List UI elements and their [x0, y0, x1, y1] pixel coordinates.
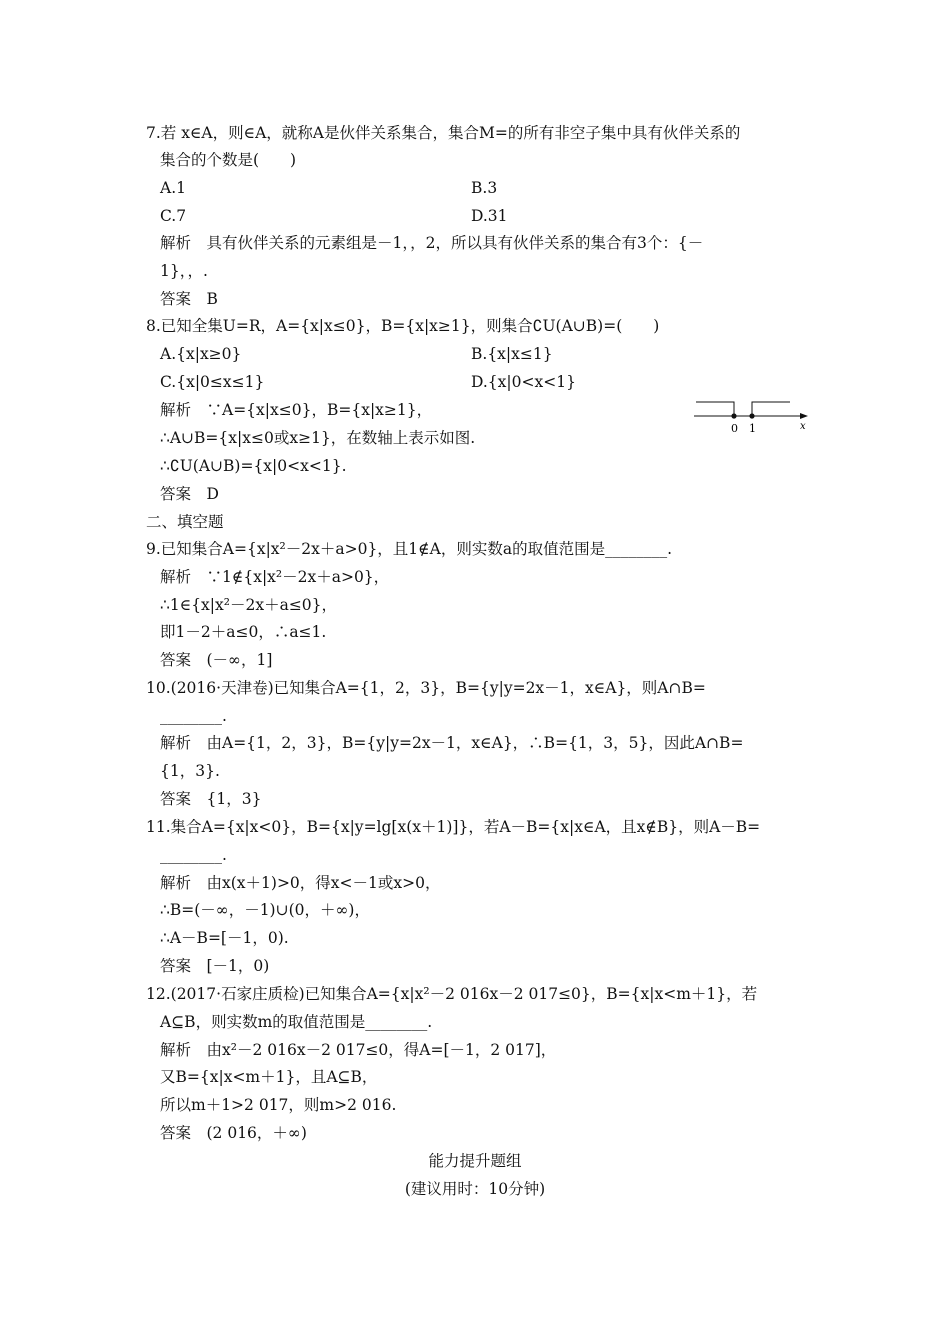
point-one	[749, 413, 754, 418]
option-d: D.31	[471, 207, 508, 225]
option-c: C.{x|0≤x≤1}	[160, 373, 265, 391]
question-stem: ________.	[160, 707, 227, 725]
question-stem: 11.集合A={x|x<0}，B={x|y=lg[x(x＋1)]}，若A－B={x|x∈A，且x∉B}，则A－B=	[146, 818, 761, 836]
question-stem: 9.已知集合A={x|x²－2x＋a>0}，且1∉A，则实数a的取值范围是________.	[146, 540, 673, 558]
solution-text: ∴1∈{x|x²－2x＋a≤0}，	[160, 596, 338, 614]
answer-text: 答案 B	[160, 290, 218, 308]
section-title: 能力提升题组	[428, 1152, 522, 1170]
solution-text: 1}，，.	[160, 262, 208, 280]
question-stem: 8.已知全集U=R，A={x|x≤0}，B={x|x≥1}，则集合∁U(A∪B)=( )	[146, 317, 660, 335]
option-d: D.{x|0<x<1}	[471, 373, 576, 391]
option-a: A.1	[160, 179, 186, 197]
number-line-figure	[690, 396, 814, 436]
solution-text: ∴A－B=[－1，0).	[160, 929, 289, 947]
option-c: C.7	[160, 207, 187, 225]
solution-text: 解析 ∵1∉{x|x²－2x＋a>0}，	[160, 568, 390, 586]
solution-text: 解析 由x(x＋1)>0，得x<－1或x>0，	[160, 874, 441, 892]
question-stem: 12.(2017·石家庄质检)已知集合A={x|x²－2 016x－2 017≤0}，B={x|x<m＋1}，若	[146, 985, 758, 1003]
solution-text: ∴A∪B={x|x≤0或x≥1}，在数轴上表示如图.	[160, 429, 476, 447]
question-stem: A⊆B，则实数m的取值范围是________.	[160, 1013, 433, 1031]
solution-text: ∴B=(－∞，－1)∪(0，＋∞)，	[160, 901, 370, 919]
answer-text: 答案 (－∞，1]	[160, 651, 273, 669]
solution-text: 解析 由x²－2 016x－2 017≤0，得A=[－1，2 017]，	[160, 1041, 557, 1059]
solution-text: {1，3}.	[160, 762, 220, 780]
question-stem: 集合的个数是( )	[160, 151, 297, 169]
answer-text: 答案 {1，3}	[160, 790, 262, 808]
solution-text: 解析 具有伙伴关系的元素组是－1，，2，所以具有伙伴关系的集合有3个：{－	[160, 234, 704, 252]
question-stem: 10.(2016·天津卷)已知集合A={1，2，3}，B={y|y=2x－1，x∈A}，则A∩B=	[146, 679, 706, 697]
solution-text: 解析 ∵A={x|x≤0}，B={x|x≥1}，	[160, 401, 433, 419]
solution-text: 即1－2＋a≤0，∴a≤1.	[160, 623, 327, 641]
region-left	[696, 402, 734, 416]
question-stem: 7.若 x∈A，则∈A，就称A是伙伴关系集合，集合M=的所有非空子集中具有伙伴关系的	[146, 124, 741, 142]
answer-text: 答案 (2 016，＋∞)	[160, 1124, 307, 1142]
solution-text: ∴∁U(A∪B)={x|0<x<1}.	[160, 457, 347, 475]
axis-label-x: x	[800, 421, 806, 432]
option-a: A.{x|x≥0}	[160, 345, 242, 363]
tick-label-1: 1	[749, 422, 756, 435]
question-stem: ________.	[160, 846, 227, 864]
solution-text: 解析 由A={1，2，3}，B={y|y=2x－1，x∈A}，∴B={1，3，5}，因此A∩B=	[160, 734, 744, 752]
tick-label-0: 0	[731, 422, 738, 435]
option-b: B.{x|x≤1}	[471, 345, 553, 363]
solution-text: 又B={x|x<m＋1}，且A⊆B，	[160, 1068, 378, 1086]
axis-arrow-icon	[800, 413, 808, 419]
point-zero	[731, 413, 736, 418]
section-note: (建议用时：10分钟)	[404, 1180, 546, 1198]
answer-text: 答案 [－1，0)	[160, 957, 270, 975]
answer-text: 答案 D	[160, 485, 219, 503]
solution-text: 所以m＋1>2 017，则m>2 016.	[160, 1096, 397, 1114]
option-b: B.3	[471, 179, 498, 197]
region-right	[752, 402, 790, 416]
section-heading: 二、填空题	[146, 513, 224, 531]
